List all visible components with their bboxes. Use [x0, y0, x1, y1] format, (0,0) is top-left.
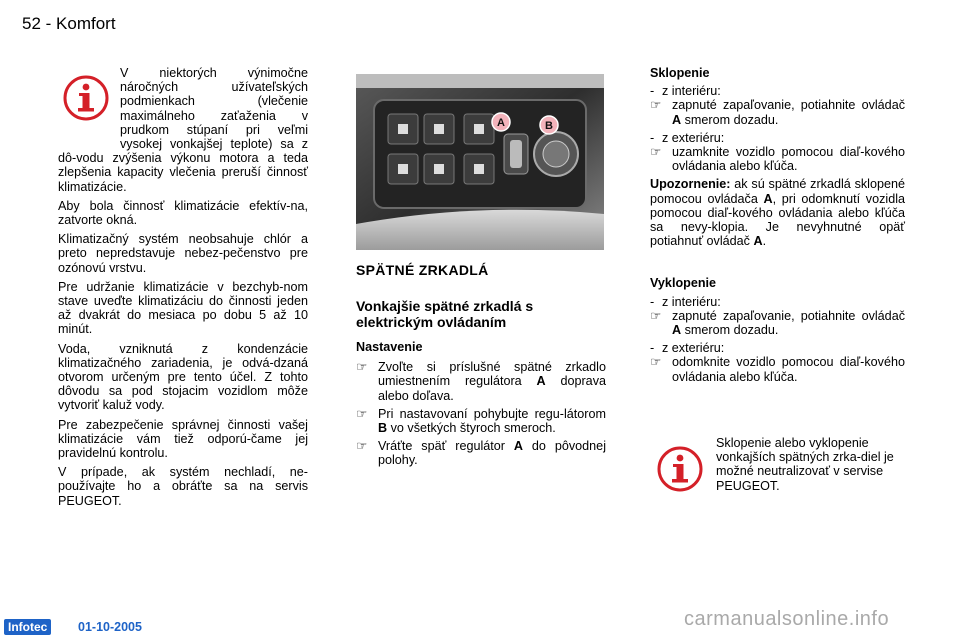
- icon-spacer: [58, 66, 120, 138]
- label-a: A: [497, 117, 505, 129]
- paragraph: V prípade, ak systém nechladí, ne-používajte ho a obráťte sa na servis PEUGEOT.: [58, 465, 308, 508]
- warning-paragraph: Upozornenie: ak sú spätné zrkadlá sklopené pomocou ovládača A, pri odomknutí vozidla pomocou diaľ-kového ovládania alebo kľúča sa nevy-klopia. Je nevyhnutné opäť potiahnuť ovládač A.: [650, 177, 906, 249]
- paragraph: Pre udržanie klimatizácie v bezchyb-nom stave uveďte klimatizáciu do činnosti jeden až dvakrát do mesiaca po dobu 5 až 10 minút.: [58, 279, 308, 337]
- callout-b: [540, 116, 558, 134]
- fold-unfold-column: [650, 66, 905, 388]
- watermark: carmanualsonline.info: [684, 608, 890, 630]
- list-item: ☞ uzamknite vozidlo pomocou diaľ-kového ovládania alebo kľúča.: [650, 145, 905, 174]
- header-separator: -: [40, 14, 57, 33]
- list-item: ☞ Vráťte späť regulátor A do pôvodnej polohy.: [356, 439, 606, 468]
- list-item: - z interiéru:: [650, 294, 721, 309]
- mirror-control-photo: [356, 74, 604, 250]
- mirror-adjust-column: [356, 340, 606, 472]
- paragraph: Aby bola činnosť klimatizácie efektív-na, zatvorte okná.: [58, 198, 308, 228]
- footer-date: 01-10-2005: [78, 620, 142, 634]
- list-item: - z interiéru:: [650, 84, 721, 99]
- pointing-hand-icon: ☞: [356, 406, 368, 421]
- list-item: ☞ zapnuté zapaľovanie, potiahnite ovládač A smerom dozadu.: [650, 308, 905, 338]
- list-item: ☞ Zvoľte si príslušné spätné zrkadlo umiestnením regulátora A doprava alebo doľava.: [356, 360, 606, 403]
- list-item: - z exteriéru:: [650, 341, 725, 356]
- paragraph: Klimatizačný systém neobsahuje chlór a preto nepredstavuje nebez-pečenstvo pre ozónovú vrstvu.: [58, 232, 308, 275]
- info-icon: [656, 445, 704, 493]
- label-b: B: [545, 120, 553, 132]
- paragraph: Pre zabezpečenie správnej činnosti vašej klimatizácie vám tiež odporú-čame jej pravidelnú kontrolu.: [58, 417, 308, 461]
- pointing-hand-icon: ☞: [650, 98, 662, 113]
- paragraph: Voda, vzniknutá z kondenzácie klimatizačného zariadenia, je odvá-dzaná otvorom určeným pre tento účel. Z tohto dôvodu sa pod stojacim vozidlom môže vytvoriť kaluž vody.: [58, 341, 308, 413]
- section-title: Komfort: [56, 14, 116, 33]
- paragraph: V niektorých výnimočne náročných užívateľských podmienkach (vlečenie maximálneho zaťaženia v prudkom stúpaní pri veľmi vysokej vonkajšej teplote) sa z dô-vodu zvýšenia výkonu motora a teda zlepšenia kapacity vlečenia preruší činnosť klimatizácie.: [58, 66, 308, 194]
- list-item: - z exteriéru:: [650, 130, 725, 145]
- list-item: ☞ odomknite vozidlo pomocou diaľ-kového ovládania alebo kľúča.: [650, 355, 905, 384]
- unfold-heading: Vyklopenie: [650, 276, 717, 291]
- service-note: Sklopenie alebo vyklopenie vonkajších spätných zrka-diel je možné neutralizovať v servise PEUGEOT.: [716, 436, 894, 493]
- list-item: ☞ Pri nastavovaní pohybujte regu-látorom B vo všetkých štyroch smeroch.: [356, 406, 606, 436]
- climate-notes-column: [58, 66, 308, 513]
- list-item: ☞ zapnuté zapaľovanie, potiahnite ovládač A smerom dozadu.: [650, 98, 905, 127]
- pointing-hand-icon: ☞: [650, 308, 662, 323]
- page-number: 52: [22, 14, 41, 33]
- callout-a: [492, 113, 510, 131]
- pointing-hand-icon: ☞: [356, 360, 368, 375]
- section-heading: SPÄTNÉ ZRKADLÁ: [356, 262, 489, 278]
- adjust-heading: Nastavenie: [356, 340, 423, 354]
- subsection-heading: Vonkajšie spätné zrkadlá s elektrickým ovládaním: [356, 298, 534, 330]
- page-header: [22, 14, 116, 34]
- pointing-hand-icon: ☞: [650, 355, 662, 370]
- pointing-hand-icon: ☞: [650, 145, 662, 160]
- pointing-hand-icon: ☞: [356, 439, 368, 454]
- infotec-logo: Infotec: [4, 619, 51, 635]
- fold-heading: Sklopenie: [650, 66, 710, 80]
